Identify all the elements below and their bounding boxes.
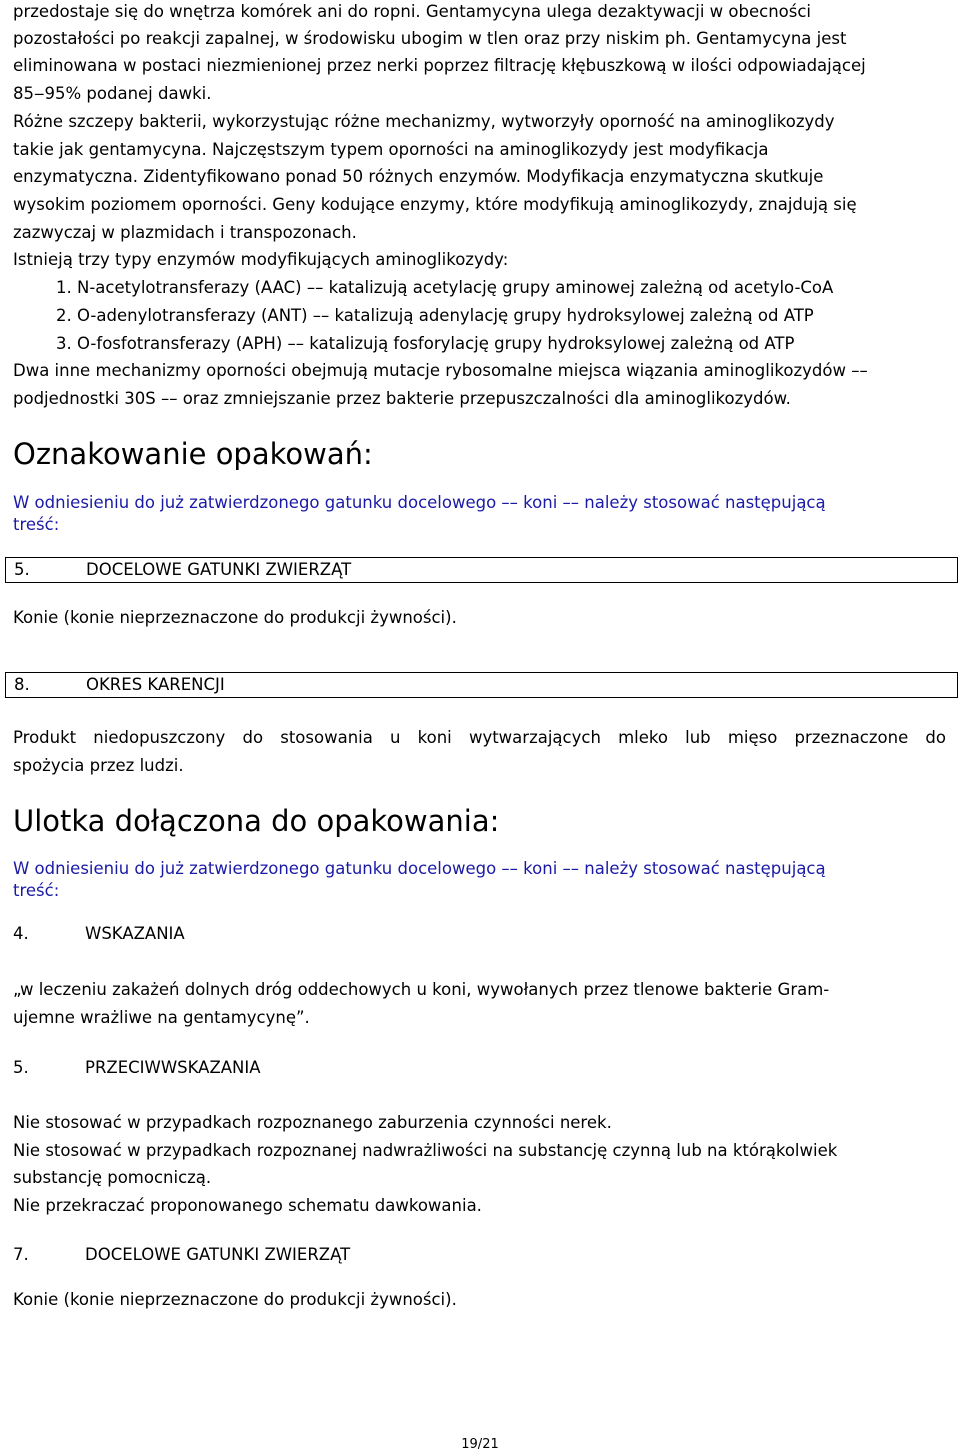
section-header	[13, 1058, 261, 1078]
section-title: OKRES KARENCJI	[86, 675, 225, 694]
paragraph-line: Istnieją trzy typy enzymów modyfikujących aminoglikozydy:	[13, 250, 509, 269]
section-number: 7.	[13, 1245, 29, 1264]
list-item: 3. O-fosfotransferazy (APH) –– katalizują fosforylację grupy hydroksylowej zależną od ATP	[56, 334, 795, 353]
paragraph-line: Różne szczepy bakterii, wykorzystując różne mechanizmy, wytworzyły oporność na aminoglikozydy	[13, 112, 835, 131]
section-title: WSKAZANIA	[85, 924, 185, 943]
section-header	[13, 1245, 351, 1265]
list-item: 1. N-acetylotransferazy (AAC) –– katalizują acetylację grupy aminowej zależną od acetylo-CoA	[56, 278, 834, 297]
section-text: Nie przekraczać proponowanego schematu dawkowania.	[13, 1196, 482, 1215]
section-text: Produkt niedopuszczony do stosowania u koni wytwarzających mleko lub mięso przeznaczone do	[13, 728, 946, 747]
section-number: 8.	[14, 675, 30, 694]
section-text: spożycia przez ludzi.	[13, 756, 184, 775]
section-number: 5.	[13, 1058, 29, 1077]
intro-line: W odniesieniu do już zatwierdzonego gatunku docelowego –– koni –– należy stosować następującą	[13, 493, 826, 512]
paragraph-line: Dwa inne mechanizmy oporności obejmują mutacje rybosomalne miejsca wiązania aminoglikozydów ––	[13, 361, 868, 380]
section-title: PRZECIWWSKAZANIA	[85, 1058, 261, 1077]
section-heading-leaflet: Ulotka dołączona do opakowania:	[13, 804, 500, 838]
page-number: 19/21	[461, 1437, 499, 1452]
intro-line: treść:	[13, 515, 60, 534]
paragraph-line: takie jak gentamycyna. Najczęstszym typem oporności na aminoglikozydy jest modyfikacja	[13, 140, 769, 159]
section-title: DOCELOWE GATUNKI ZWIERZĄT	[85, 1245, 351, 1264]
paragraph-line: przedostaje się do wnętrza komórek ani do ropni. Gentamycyna ulega dezaktywacji w obecności	[13, 2, 811, 21]
section-text: ujemne wrażliwe na gentamycynę”.	[13, 1008, 310, 1027]
section-text: Nie stosować w przypadkach rozpoznanej nadwrażliwości na substancję czynną lub na którąkolwiek	[13, 1141, 838, 1160]
section-header	[13, 924, 185, 944]
boxed-section-header	[5, 672, 958, 698]
section-title: DOCELOWE GATUNKI ZWIERZĄT	[86, 560, 352, 579]
section-number: 5.	[14, 560, 30, 579]
section-text: Konie (konie nieprzeznaczone do produkcji żywności).	[13, 608, 457, 627]
intro-line: treść:	[13, 881, 60, 900]
intro-line: W odniesieniu do już zatwierdzonego gatunku docelowego –– koni –– należy stosować następującą	[13, 859, 826, 878]
paragraph-line: eliminowana w postaci niezmienionej przez nerki poprzez filtrację kłębuszkową w ilości odpowiadającej	[13, 56, 866, 75]
paragraph-line: enzymatyczna. Zidentyfikowano ponad 50 różnych enzymów. Modyfikacja enzymatyczna skutkuje	[13, 167, 824, 186]
section-text: „w leczeniu zakażeń dolnych dróg oddechowych u koni, wywołanych przez tlenowe bakterie Gram-	[13, 980, 830, 999]
section-text: substancję pomocniczą.	[13, 1168, 212, 1187]
paragraph-line: zazwyczaj w plazmidach i transpozonach.	[13, 223, 357, 242]
section-heading-labelling: Oznakowanie opakowań:	[13, 437, 373, 471]
section-text: Nie stosować w przypadkach rozpoznanego zaburzenia czynności nerek.	[13, 1113, 612, 1132]
paragraph-line: pozostałości po reakcji zapalnej, w środowisku ubogim w tlen oraz przy niskim ph. Gentamycyna jest	[13, 29, 847, 48]
list-item: 2. O-adenylotransferazy (ANT) –– katalizują adenylację grupy hydroksylowej zależną od ATP	[56, 306, 814, 325]
boxed-section-header	[5, 557, 958, 583]
paragraph-line: 85‒95% podanej dawki.	[13, 84, 212, 103]
section-text: Konie (konie nieprzeznaczone do produkcji żywności).	[13, 1290, 457, 1309]
section-number: 4.	[13, 924, 29, 943]
paragraph-line: podjednostki 30S –– oraz zmniejszanie przez bakterie przepuszczalności dla aminoglikozydów.	[13, 389, 791, 408]
paragraph-line: wysokim poziomem oporności. Geny kodujące enzymy, które modyfikują aminoglikozydy, znajdują się	[13, 195, 857, 214]
